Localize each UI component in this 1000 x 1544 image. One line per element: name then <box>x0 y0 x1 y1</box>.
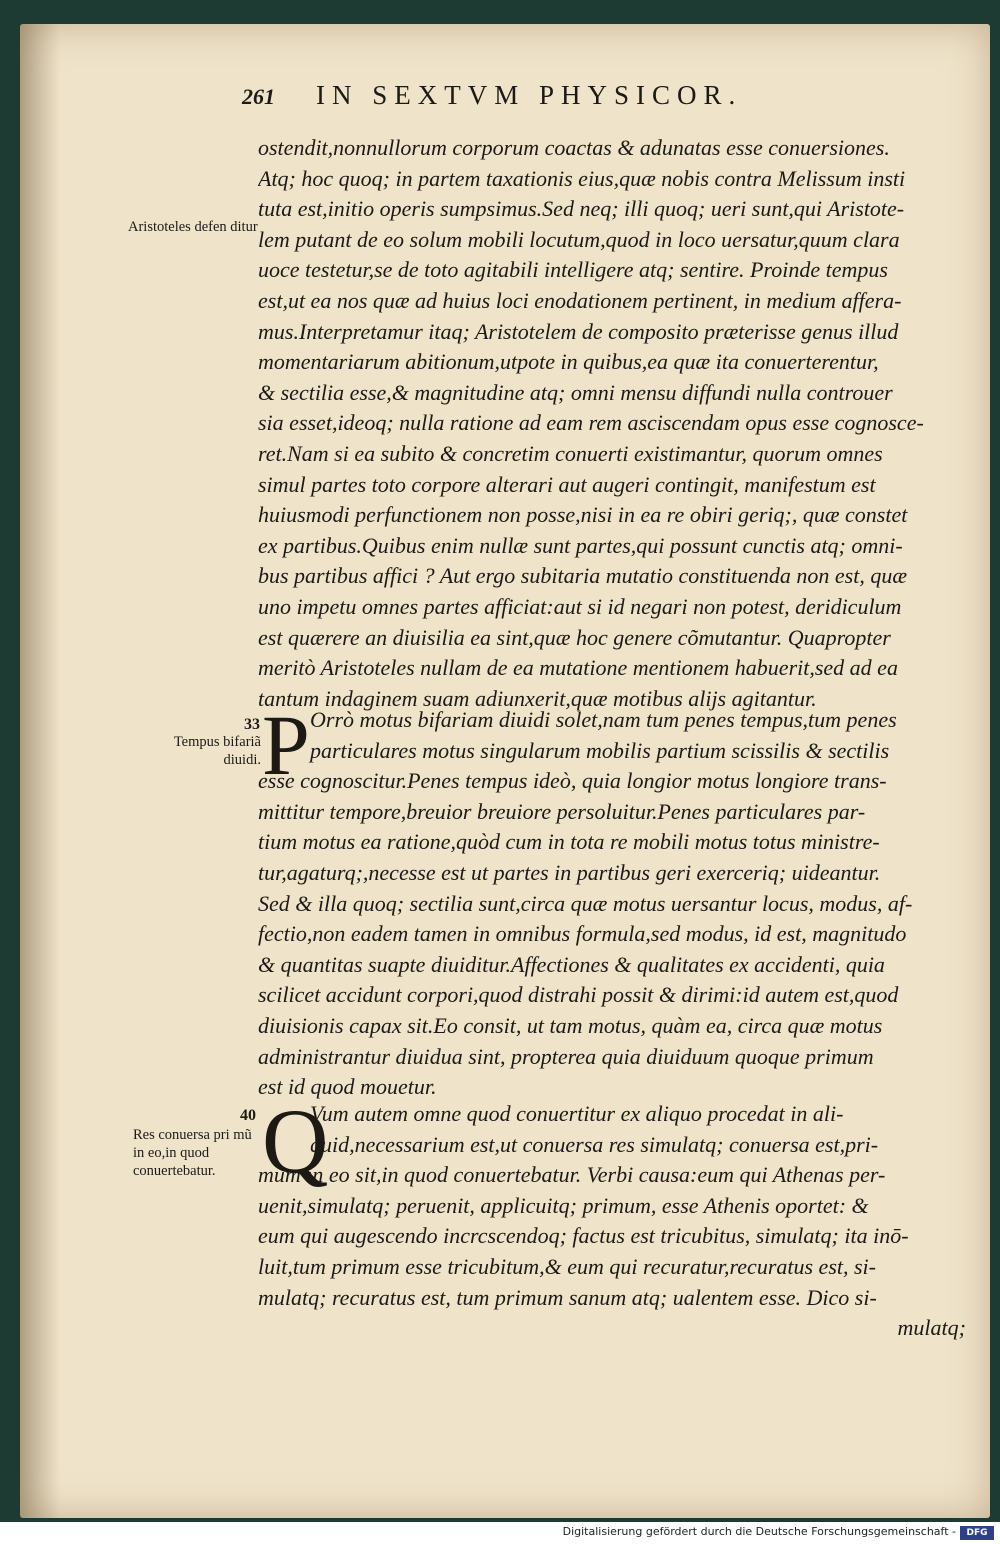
paragraph-40 <box>258 1099 966 1344</box>
text-line: mus.Interpretamur itaq; Aristotelem de composito præterisse genus illud <box>258 318 899 344</box>
dfg-logo-icon[interactable]: DFG <box>960 1526 994 1540</box>
text-line: simul partes toto corpore alterari aut augeri contingit, manifestum est <box>258 471 876 497</box>
text-line: Orrò motus bifariam diuidi solet,nam tum penes tempus,tum penes <box>310 707 897 732</box>
text-line: meritò Aristoteles nullam de ea mutatione mentionem habuerit,sed ad ea <box>258 655 898 681</box>
text-line: bus partibus affici ? Aut ergo subitaria mutatio constituenda non est, quæ <box>258 563 908 589</box>
text-line: sia esset,ideoq; nulla ratione ad eam rem asciscendam opus esse cognosce- <box>258 410 924 436</box>
text-line: scilicet accidunt corpori,quod distrahi possit & dirimi:id autem est,quod <box>258 982 899 1008</box>
text-line: mum in eo sit,in quod conuertebatur. Verbi causa:eum qui Athenas per- <box>258 1162 886 1188</box>
margin-note-tempus: Tempus bifariã diuidi. <box>173 734 261 768</box>
footer-bar <box>0 1522 1000 1544</box>
catchword: mulatq; <box>897 1315 966 1341</box>
text-line: huiusmodi perfunctionem non posse,nisi in ea re obiri geriq;, quæ constet <box>258 502 908 528</box>
text-line: tur,agaturq;,necesse est ut partes in partibus geri exerceriq; uideantur. <box>258 859 881 885</box>
text-line: uoce testetur,se de toto agitabili intelligere atq; sentire. Proinde tempus <box>258 257 888 283</box>
text-line: Vum autem omne quod conuertitur ex aliquo procedat in ali- <box>310 1101 844 1126</box>
text-line: ret.Nam si ea subito & concretim conuerti existimantur, quorum omnes <box>258 440 883 466</box>
text-line: lem putant de eo solum mobili locutum,quod in loco uersatur,quum clara <box>258 226 900 252</box>
text-line: & sectilia esse,& magnitudine atq; omni mensu diffundi nulla controuer <box>258 379 893 405</box>
text-line: diuisionis capax sit.Eo consit, ut tam motus, quàm ea, circa quæ motus <box>258 1012 883 1038</box>
text-line: mulatq; recuratus est, tum primum sanum atq; ualentem esse. Dico si- <box>258 1284 877 1310</box>
text-line: tuta est,initio operis sumpsimus.Sed neq; illi quoq; ueri sunt,qui Aristote- <box>258 196 905 222</box>
margin-note-aristoteles: Aristoteles defen ditur <box>128 219 258 235</box>
text-line: est quærere an diuisilia ea sint,quæ hoc genere cõmutantur. Quapropter <box>258 624 891 650</box>
margin-section-number: 40 <box>240 1107 256 1124</box>
paragraph-continuation <box>258 133 966 714</box>
text-line: Sed & illa quoq; sectilia sunt,circa quæ motus uersantur locus, modus, af- <box>258 890 913 916</box>
text-line: est,ut ea nos quæ ad huius loci enodationem pertinent, in medium affera- <box>258 287 902 313</box>
text-line: momentariarum abitionum,utpote in quibus,ea quæ ita conuerterentur, <box>258 349 879 375</box>
paragraph-33 <box>258 705 966 1103</box>
drop-cap: P <box>262 697 310 793</box>
text-line: ostendit,nonnullorum corporum coactas & adunatas esse conuersiones. <box>258 135 890 160</box>
funding-credit: Digitalisierung gefördert durch die Deutsche Forschungsgemeinschaft - <box>562 1525 956 1538</box>
text-line: eum qui augescendo incrcscendoq; factus est tricubitus, simulatq; ita inō- <box>258 1223 909 1249</box>
text-line: est id quod mouetur. <box>258 1074 437 1100</box>
text-line: fectio,non eadem tamen in omnibus formula,sed modus, id est, magnitudo <box>258 921 907 947</box>
text-line: uenit,simulatq; peruenit, applicuitq; primum, esse Athenis oportet: & <box>258 1192 869 1218</box>
text-line: particulares motus singularum mobilis partium scissilis & sectilis <box>310 737 890 763</box>
text-line: quid,necessarium est,ut conuersa res simulatq; conuersa est,pri- <box>310 1131 879 1157</box>
page-number: 261 <box>242 84 275 109</box>
text-line: esse cognoscitur.Penes tempus ideò, quia longior motus longiore trans- <box>258 768 887 794</box>
text-line: luit,tum primum esse tricubitum,& eum qui recuratur,recuratus est, si- <box>258 1253 876 1279</box>
text-line: tantum indaginem suam adiunxerit,quæ motibus alijs agitantur. <box>258 685 817 711</box>
gutter-shadow <box>20 24 60 1518</box>
running-title: IN SEXTVM PHYSICOR. <box>316 80 743 110</box>
text-line: ex partibus.Quibus enim nullæ sunt partes,qui possunt cunctis atq; omni- <box>258 532 903 558</box>
margin-note-res-conuersa: Res conuersa pri mũ in eo,in quod conuertebatur. <box>133 1127 252 1179</box>
running-head <box>242 80 842 116</box>
drop-cap: Q <box>262 1090 329 1192</box>
text-line: uno impetu omnes partes afficiat:aut si id negari non potest, deridiculum <box>258 593 902 619</box>
text-line: mittitur tempore,breuior breuiore persoluitur.Penes particulares par- <box>258 798 866 824</box>
margin-section-number: 33 <box>244 716 260 733</box>
text-line: Atq; hoc quoq; in partem taxationis eius,quæ nobis contra Melissum insti <box>258 165 906 191</box>
text-line: tium motus ea ratione,quòd cum in tota re mobili motus totus ministre- <box>258 829 880 855</box>
text-line: & quantitas suapte diuiditur.Affectiones & qualitates ex accidenti, quia <box>258 951 885 977</box>
text-line: administrantur diuidua sint, propterea quia diuiduum quoque primum <box>258 1043 874 1069</box>
